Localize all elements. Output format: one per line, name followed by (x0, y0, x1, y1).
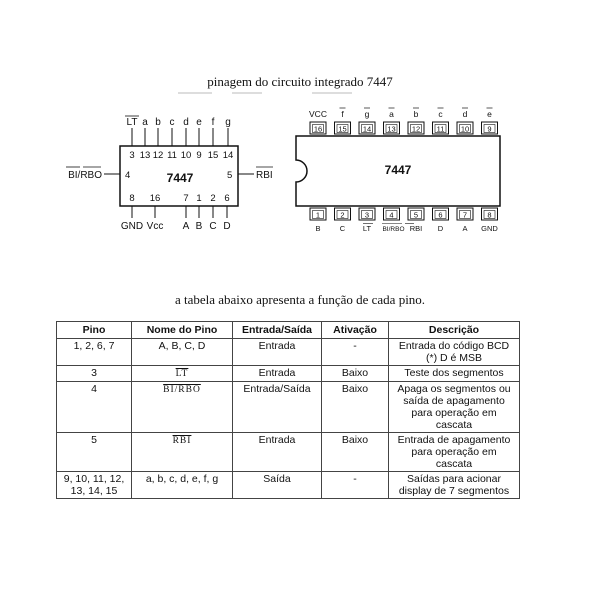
top-signal-label: a (142, 117, 148, 128)
table-row (57, 433, 520, 472)
bottom-signal-label: B (195, 221, 203, 232)
top-pin-number: 13 (139, 150, 151, 161)
dip-top-label: f (341, 109, 344, 119)
cell-es: Entrada/Saída (233, 382, 322, 433)
cell-nome: a, b, c, d, e, f, g (132, 472, 233, 499)
top-pin-number: 12 (152, 150, 164, 161)
dip-bottom-pin-number: 8 (487, 210, 492, 220)
top-signal-label: LT (126, 117, 138, 128)
cell-ativacao: - (322, 472, 389, 499)
dip-top-pin-number: 9 (487, 124, 492, 134)
bottom-signal-label: C (209, 221, 217, 232)
bottom-pin-number: 7 (183, 193, 189, 204)
top-pin-number: 14 (222, 150, 234, 161)
dip-top-label: a (389, 109, 394, 119)
header-entrada-saida: Entrada/Saída (233, 322, 322, 339)
left-signal-label: BI/RBO (68, 170, 102, 181)
dip-bottom-pin-number: 6 (438, 210, 443, 220)
dip-bottom-label: D (437, 224, 444, 233)
cell-pino: 5 (57, 433, 132, 472)
bottom-pin-number: 1 (196, 193, 202, 204)
cell-ativacao: Baixo (322, 433, 389, 472)
dip-bottom-label: RBI (409, 224, 423, 233)
header-pino: Pino (57, 322, 132, 339)
top-signal-label: c (169, 117, 175, 128)
dip-package-ic (296, 108, 500, 233)
pin-function-table (56, 321, 520, 499)
cell-descricao: Entrada do código BCD (*) D é MSB (389, 339, 520, 366)
dip-top-pin-number: 13 (387, 124, 396, 134)
top-signal-label: e (196, 117, 202, 128)
dip-bottom-pin-number: 7 (462, 210, 468, 220)
bottom-pin-number: 8 (129, 193, 135, 204)
top-signal-label: g (225, 117, 231, 128)
cell-ativacao: Baixo (322, 366, 389, 382)
lt-name: $\overline{LT}$ (175, 369, 189, 379)
bottom-signal-label: GND (120, 221, 144, 232)
dip-bottom-pin-number: 2 (340, 210, 345, 220)
dip-top-label: e (487, 109, 492, 119)
top-pin-number: 3 (129, 150, 135, 161)
rbi-name: $\overline{RBI}$ (172, 436, 192, 446)
dip-bottom-pin-number: 3 (364, 210, 370, 220)
table-header-row (57, 322, 520, 339)
cell-es: Entrada (233, 433, 322, 472)
cell-pino: 4 (57, 382, 132, 433)
cell-nome (132, 433, 233, 472)
dip-bottom-label: C (339, 224, 346, 233)
dip-bottom-label: B (315, 224, 321, 233)
cell-nome (132, 382, 233, 433)
dip-bottom-label: A (462, 224, 468, 233)
dip-chip-label: 7447 (384, 163, 412, 177)
bottom-pin-number: 2 (210, 193, 216, 204)
dip-top-pin-number: 11 (436, 124, 445, 134)
cell-es: Entrada (233, 339, 322, 366)
cell-pino: 9, 10, 11, 12, 13, 14, 15 (57, 472, 132, 499)
dip-top-pin-number: 15 (338, 124, 347, 134)
right-pin-number: 5 (227, 170, 233, 181)
dip-bottom-pin-number: 4 (389, 210, 394, 220)
top-pin-number: 10 (180, 150, 192, 161)
table-row (57, 339, 520, 366)
bottom-signal-label: A (182, 221, 190, 232)
bottom-signal-label: D (223, 221, 231, 232)
pinout-diagrams (0, 0, 600, 290)
dip-top-pin-number: 12 (411, 124, 421, 134)
table-row (57, 366, 520, 382)
bottom-pin-number: 6 (224, 193, 230, 204)
logic-chip-label: 7447 (166, 171, 194, 185)
top-signal-label: d (183, 117, 189, 128)
dip-bottom-pin-number: 5 (413, 210, 419, 220)
pinout-caption: pinagem do circuito integrado 7447 (207, 74, 393, 89)
dip-top-label: d (462, 109, 468, 119)
cell-es: Entrada (233, 366, 322, 382)
dip-top-label: b (413, 109, 419, 119)
top-pin-number: 15 (207, 150, 219, 161)
bi-rbo-name: BI/RBO (163, 385, 201, 395)
cell-pino: 1, 2, 6, 7 (57, 339, 132, 366)
bottom-pin-number: 16 (149, 193, 161, 204)
table-row (57, 382, 520, 433)
top-signal-label: b (155, 117, 161, 128)
right-signal-label: RBI (256, 170, 273, 181)
cell-descricao: Saídas para acionar display de 7 segmentos (389, 472, 520, 499)
dip-top-label: VCC (309, 109, 327, 119)
cell-es: Saída (233, 472, 322, 499)
cell-pino: 3 (57, 366, 132, 382)
dip-top-label: c (438, 109, 443, 119)
cell-descricao: Entrada de apagamento para operação em cascata (389, 433, 520, 472)
cell-descricao: Apaga os segmentos ou saída de apagamento para operação em cascata (389, 382, 520, 433)
bottom-signal-label: Vcc (146, 221, 164, 232)
dip-bottom-label: LT (362, 224, 372, 233)
table-row (57, 472, 520, 499)
dip-bottom-pin-number: 1 (315, 210, 321, 220)
cell-ativacao: - (322, 339, 389, 366)
header-ativacao: Ativação (322, 322, 389, 339)
dip-top-pin-number: 16 (313, 124, 323, 134)
top-pin-number: 9 (196, 150, 202, 161)
table-caption: a tabela abaixo apresenta a função de cada pino. (174, 292, 426, 307)
header-nome-do-pino: Nome do Pino (132, 322, 233, 339)
top-signal-label: f (211, 117, 215, 128)
cell-nome: A, B, C, D (132, 339, 233, 366)
dip-top-pin-number: 10 (460, 124, 470, 134)
dip-top-label: g (364, 109, 370, 119)
left-pin-number: 4 (125, 170, 131, 181)
dip-top-pin-number: 14 (362, 124, 372, 134)
dip-bottom-label: GND (481, 224, 498, 233)
dip-bottom-label: BI/RBO (382, 226, 405, 233)
top-pin-number: 11 (167, 150, 177, 161)
cell-nome (132, 366, 233, 382)
logic-symbol-ic (66, 116, 273, 232)
cell-descricao: Teste dos segmentos (389, 366, 520, 382)
header-descricao: Descrição (389, 322, 520, 339)
cell-ativacao: Baixo (322, 382, 389, 433)
